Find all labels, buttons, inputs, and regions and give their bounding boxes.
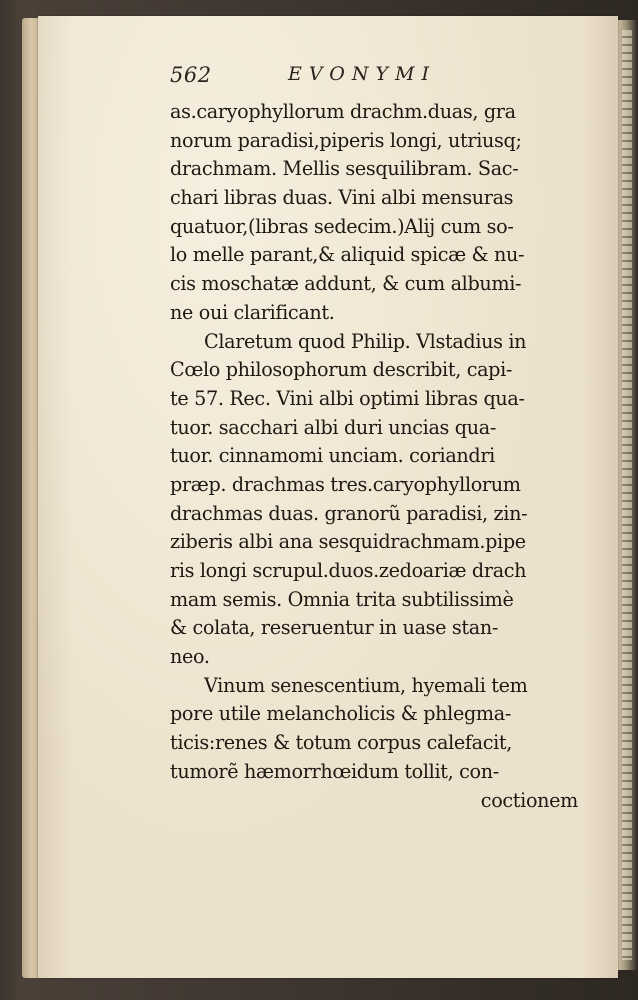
text-line: quatuor,(libras sedecim.)Alij cum so- <box>170 214 514 238</box>
text-line: ticis:renes & totum corpus calefacit, <box>170 731 513 755</box>
text-line: neo. <box>170 645 210 669</box>
text-line: lo melle parant,& aliquid spicæ & nu- <box>170 243 525 267</box>
text-line: Claretum quod Philip. Vlstadius in <box>204 329 527 353</box>
text-line: drachmas duas. granorũ paradisi, zin- <box>170 501 528 525</box>
text-line: drachmam. Mellis sesquilibram. Sac- <box>170 157 519 181</box>
text-line: as.caryophyllorum drachm.duas, gra <box>170 100 516 123</box>
body-text <box>170 98 590 815</box>
text-line: Vinum senescentium, hyemali tem <box>204 673 528 697</box>
text-line: cis moschatæ addunt, & cum albumi- <box>170 272 522 296</box>
text-line: mam semis. Omnia trita subtilissimè <box>170 587 514 611</box>
running-head: EVONYMI <box>288 63 436 85</box>
page-header <box>170 63 590 93</box>
text-line: ris longi scrupul.duos.zedoariæ drach <box>170 559 527 582</box>
text-line: tuor. cinnamomi unciam. coriandri <box>170 444 495 468</box>
text-line: & colata, reseruentur in uase stan- <box>170 616 498 640</box>
text-line: præp. drachmas tres.caryophyllorum <box>170 472 521 496</box>
text-line: ziberis albi ana sesquidrachmam.pipe <box>170 530 526 554</box>
catchword: coctionem <box>480 788 578 812</box>
scale-bar <box>622 30 632 960</box>
text-line: te 57. Rec. Vini albi optimi libras qua- <box>170 386 525 410</box>
text-line: tumorẽ hæmorrhœidum tollit, con- <box>170 759 499 783</box>
text-line: tuor. sacchari albi duri uncias qua- <box>170 415 496 439</box>
text-line: norum paradisi,piperis longi, utriusq; <box>170 128 522 152</box>
text-line: Cœlo philosophorum describit, capi- <box>170 358 513 382</box>
page-number: 562 <box>170 63 212 87</box>
text-line: ne oui clarificant. <box>170 300 335 324</box>
text-line: chari libras duas. Vini albi mensuras <box>170 186 514 210</box>
text-line: pore utile melancholicis & phlegma- <box>170 702 511 726</box>
